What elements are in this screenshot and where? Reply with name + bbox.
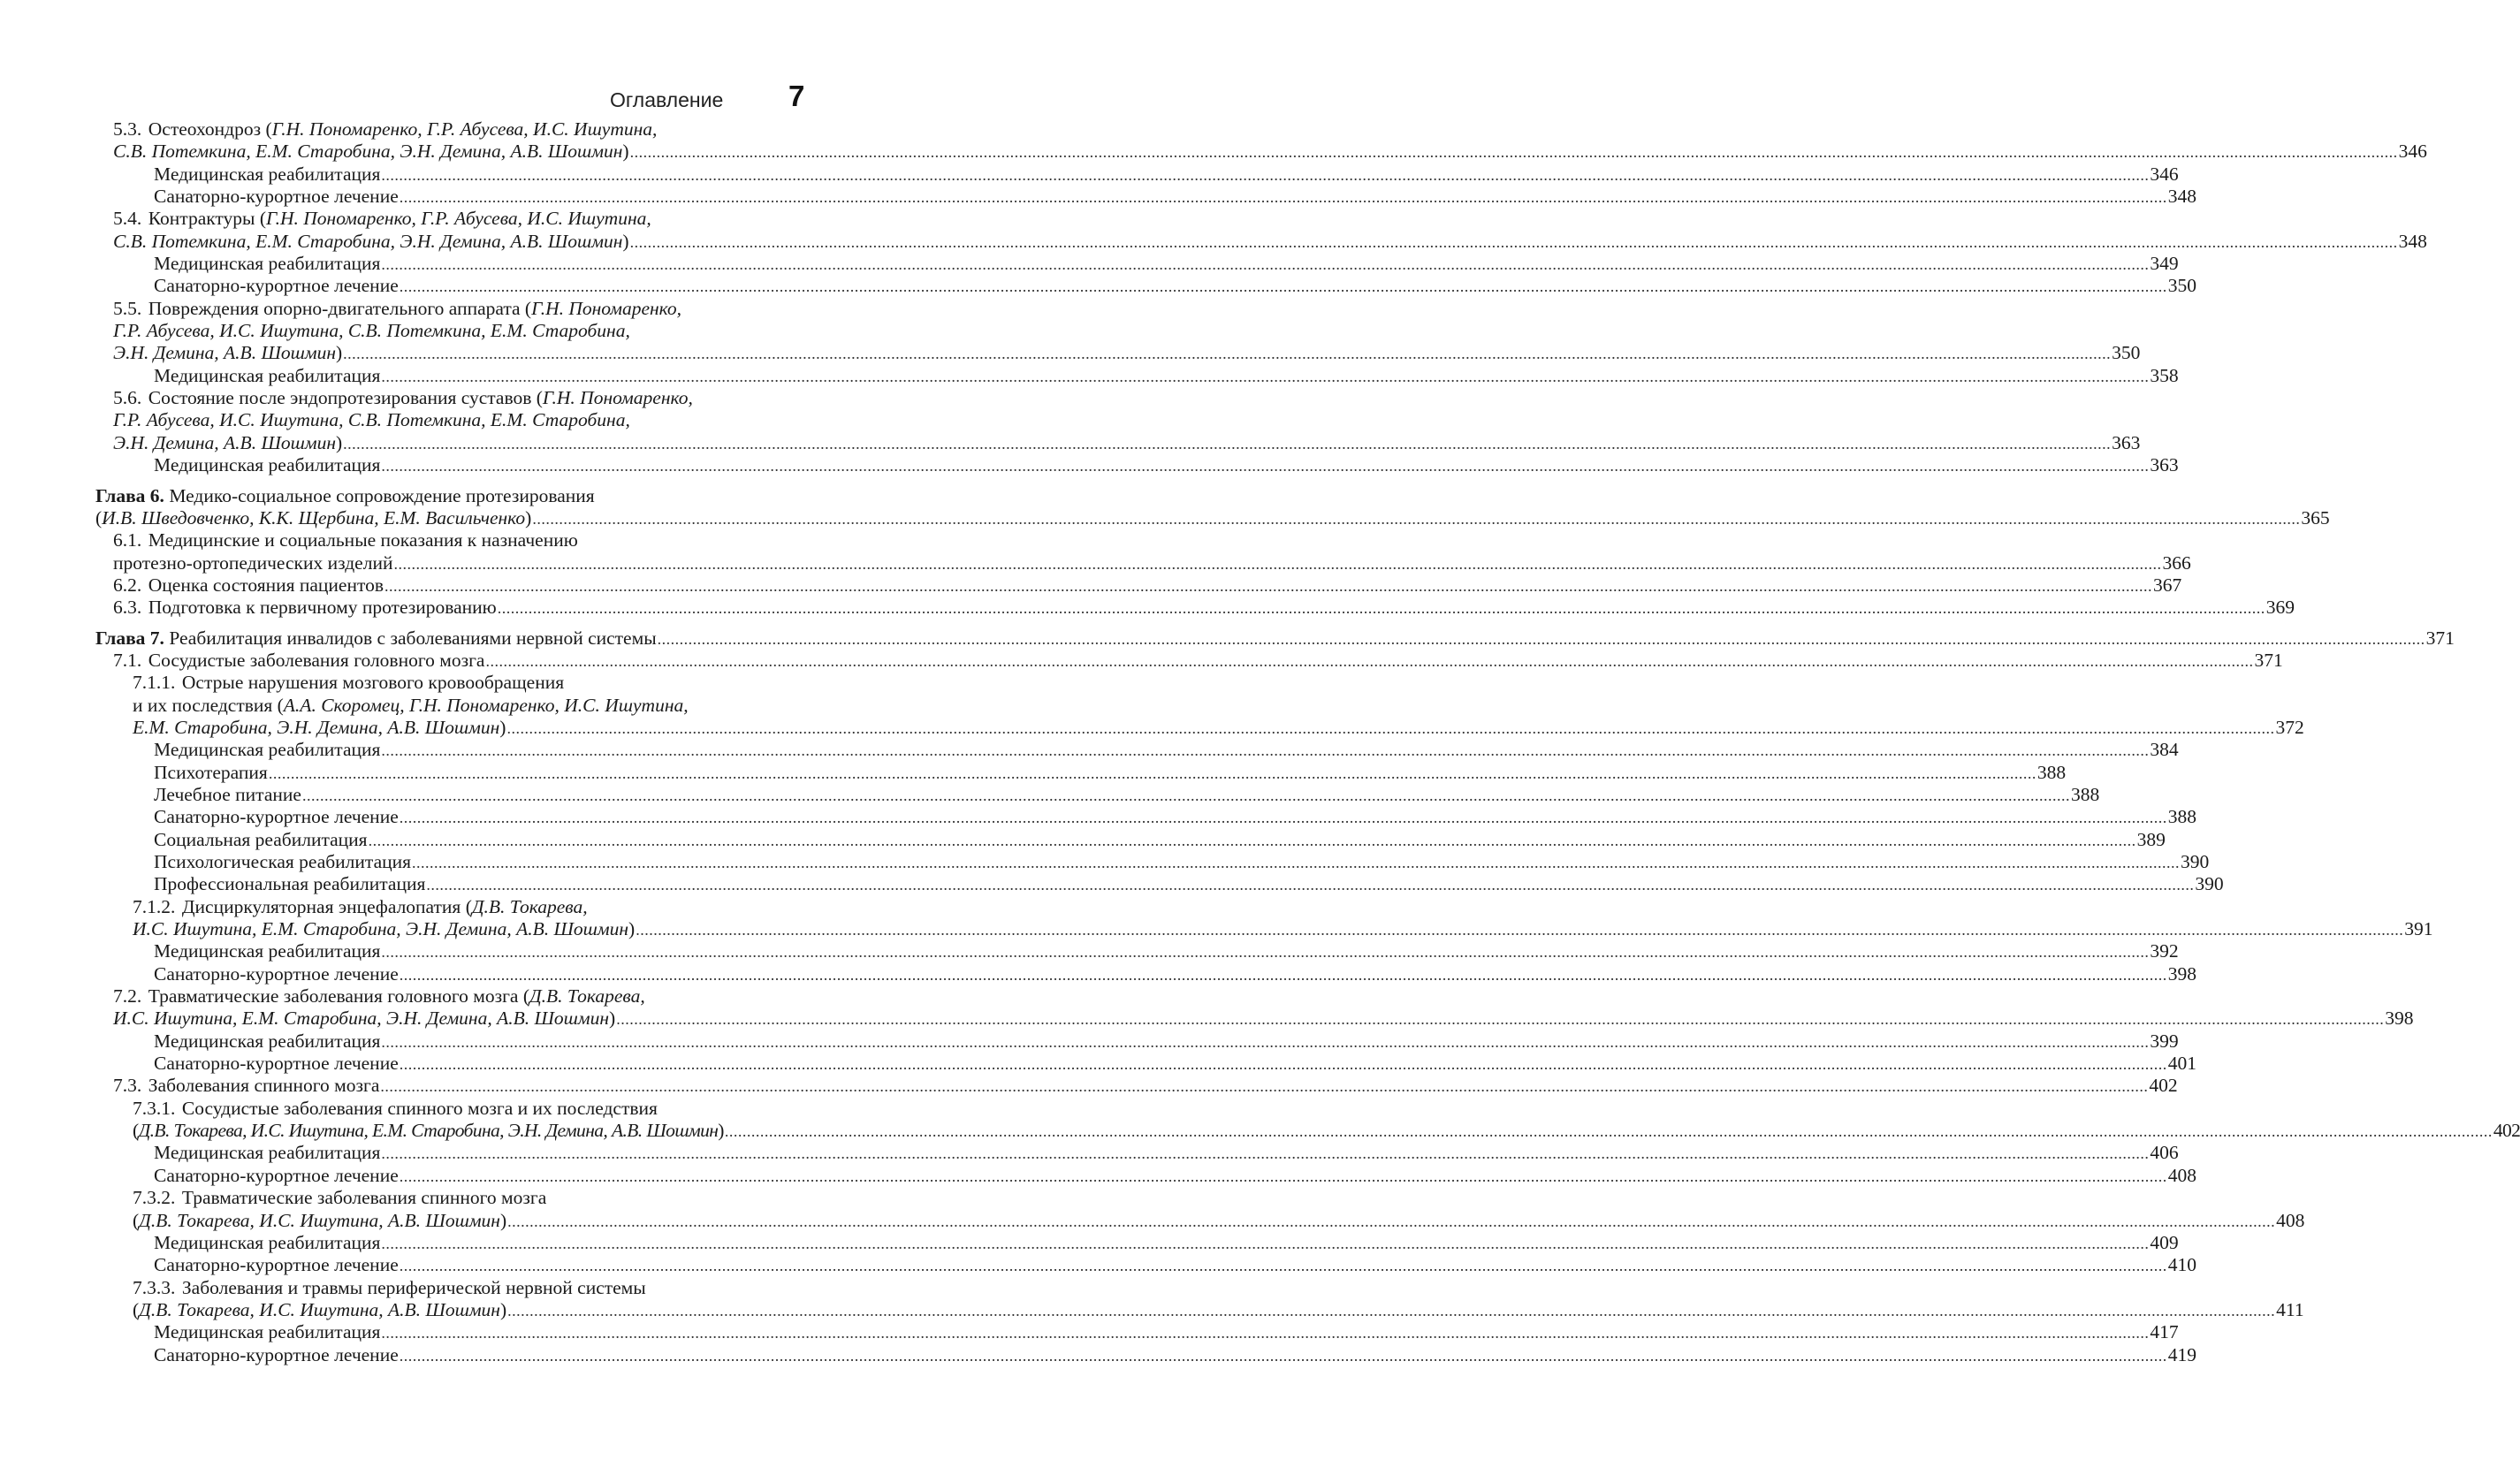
section-gap [95, 477, 798, 485]
entry-text: Медицинская реабилитация [154, 1142, 381, 1164]
toc-entry-title [113, 141, 629, 163]
toc-line [95, 672, 798, 694]
entry-authors: Г.Н. Пономаренко, [542, 387, 693, 409]
dot-leader: ................................................................................................................................................................................................................................................................................................................................................................................................................ [507, 1212, 2276, 1230]
toc-entry-title [113, 985, 645, 1008]
dot-leader: ................................................................................................................................................................................................................................................................................................................................................................................................................ [629, 143, 2398, 162]
entry-authors: Е.М. Старобина, Э.Н. Демина, А.В. Шошмин [133, 716, 500, 738]
dot-leader: ................................................................................................................................................................................................................................................................................................................................................................................................................ [532, 509, 2301, 528]
toc-page-number: 408 [2167, 1164, 2196, 1186]
dot-leader: ................................................................................................................................................................................................................................................................................................................................................................................................................ [412, 854, 2181, 871]
running-header [0, 81, 884, 117]
toc-line [95, 253, 2179, 275]
entry-text: протезно-ортопедических изделий [113, 551, 393, 574]
entry-text: Сосудистые заболевания спинного мозга и их последствия [181, 1097, 658, 1119]
toc-entry-title [154, 940, 380, 962]
toc-entry-title [133, 1299, 506, 1321]
page-number: 7 [788, 80, 805, 112]
entry-text: Подготовка к первичному протезированию [148, 597, 497, 619]
toc-entry-title [95, 507, 531, 529]
entry-text: Заболевания спинного мозга [148, 1075, 380, 1097]
toc-page-number: 391 [2404, 918, 2433, 940]
dot-leader: ................................................................................................................................................................................................................................................................................................................................................................................................................ [381, 943, 2150, 962]
entry-text: Санаторно-курортное лечение [154, 962, 399, 985]
toc-page-number: 419 [2167, 1343, 2196, 1365]
section-number: 7.3.1. [133, 1097, 176, 1119]
toc-line [95, 1298, 2304, 1321]
toc-entry-title [113, 231, 629, 253]
entry-text: Медицинская реабилитация [154, 1030, 381, 1052]
dot-leader: ................................................................................................................................................................................................................................................................................................................................................................................................................ [506, 719, 2275, 737]
toc-page-number: 388 [2037, 761, 2067, 783]
section-number: 7.1.2. [133, 895, 176, 917]
toc-page-number: 371 [2254, 649, 2283, 671]
entry-text-tail: ) [499, 716, 506, 738]
entry-authors: С.В. Потемкина, Е.М. Старобина, Э.Н. Демина, А.В. Шошмин [113, 141, 623, 163]
toc-line [95, 597, 2295, 619]
entry-authors: Д.В. Токарева, И.С. Ишутина, А.В. Шошмин [139, 1298, 500, 1320]
toc-entry-title [113, 597, 497, 619]
toc-line [95, 1321, 2179, 1343]
chapter-label: Глава 7. [95, 627, 164, 649]
toc-page-number: 366 [2162, 551, 2191, 574]
entry-authors: Д.В. Токарева, [471, 895, 588, 917]
entry-text: Санаторно-курортное лечение [154, 186, 399, 208]
toc-page-number: 388 [2167, 806, 2196, 828]
toc-line [95, 1120, 2520, 1142]
entry-text-tail: ) [499, 1209, 507, 1231]
entry-authors: И.С. Ишутина, Е.М. Старобина, Э.Н. Демина, А.В. Шошмин [113, 1008, 610, 1030]
entry-text: Санаторно-курортное лечение [154, 806, 399, 828]
toc-line [95, 962, 2196, 985]
entry-authors: Г.Р. Абусева, И.С. Ишутина, С.В. Потемкина, Е.М. Старобина, [113, 320, 630, 342]
dot-leader: ................................................................................................................................................................................................................................................................................................................................................................................................................ [399, 278, 2167, 296]
toc-page-number: 389 [2136, 828, 2166, 850]
entry-text: Санаторно-курортное лечение [154, 1343, 399, 1365]
toc-entry-title [154, 762, 268, 784]
toc-page-number: 398 [2167, 962, 2196, 985]
toc-line [95, 551, 2191, 574]
toc-page-number: 411 [2276, 1298, 2304, 1320]
dot-leader: ................................................................................................................................................................................................................................................................................................................................................................................................................ [368, 831, 2136, 849]
toc-line [95, 1053, 2196, 1075]
toc-entry-title [113, 118, 657, 141]
toc-entry-title [113, 208, 651, 230]
toc-line [95, 1209, 2305, 1232]
entry-authors: Д.В. Токарева, И.С. Ишутина, Е.М. Старобина, Э.Н. Демина, А.В. Шошмин [138, 1120, 719, 1142]
dot-leader: ................................................................................................................................................................................................................................................................................................................................................................................................................ [381, 1032, 2150, 1051]
toc-page-number: 390 [2181, 851, 2210, 872]
toc-line [95, 208, 798, 230]
toc-page-number: 384 [2150, 739, 2179, 761]
toc-line [95, 985, 798, 1008]
toc-line [95, 896, 798, 918]
entry-text: Острые нарушения мозгового кровообращения [181, 672, 565, 694]
entry-text: Медицинская реабилитация [154, 454, 381, 476]
entry-text: Санаторно-курортное лечение [154, 1053, 399, 1075]
section-number: 7.3.2. [133, 1187, 176, 1209]
entry-text-tail: ) [499, 1298, 507, 1320]
entry-text: Повреждения опорно-двигательного аппарата ( [148, 297, 532, 319]
section-number: 5.4. [113, 208, 142, 230]
entry-text: и их последствия ( [133, 694, 284, 716]
toc-page-number: 350 [2167, 275, 2196, 297]
toc-line [95, 695, 798, 717]
toc-entry-title [154, 1232, 380, 1254]
entry-authors: Э.Н. Демина, А.В. Шошмин [113, 342, 336, 364]
toc-entry-title [154, 784, 301, 806]
toc-page-number: 390 [2195, 873, 2224, 895]
toc-entry-title [113, 574, 384, 597]
toc-line [95, 1187, 798, 1209]
toc-line [95, 851, 2210, 873]
toc-entry-title [154, 1053, 399, 1075]
entry-text: Медицинская реабилитация [154, 253, 381, 275]
toc-line [95, 186, 2196, 208]
toc-page-number: 388 [2070, 783, 2100, 805]
toc-line [95, 454, 2179, 476]
entry-authors: Э.Н. Демина, А.В. Шошмин [113, 431, 336, 453]
entry-text: ( [133, 1120, 139, 1142]
entry-text: Травматические заболевания спинного мозга [181, 1187, 547, 1209]
toc-entry-title [95, 627, 657, 650]
toc-line [95, 918, 2433, 940]
toc-page-number: 346 [2398, 141, 2427, 163]
entry-text: Медицинская реабилитация [154, 163, 381, 185]
toc-line [95, 1075, 2178, 1097]
toc-line [95, 1142, 2179, 1164]
toc-page-number: 402 [2149, 1075, 2178, 1097]
section-number: 5.5. [113, 297, 142, 319]
toc-entry-title [95, 485, 595, 507]
section-number: 7.3. [113, 1075, 142, 1097]
entry-text: Санаторно-курортное лечение [154, 275, 399, 297]
entry-text: ( [133, 1298, 140, 1320]
toc-page-number: 369 [2265, 597, 2295, 619]
toc-entry-title [113, 320, 630, 342]
dot-leader: ................................................................................................................................................................................................................................................................................................................................................................................................................ [399, 188, 2167, 207]
toc-page-number: 392 [2150, 940, 2179, 962]
toc-entry-title [113, 298, 681, 320]
entry-text: Медицинские и социальные показания к назначению [148, 529, 578, 551]
entry-text: Медицинская реабилитация [154, 1321, 381, 1343]
dot-leader: ................................................................................................................................................................................................................................................................................................................................................................................................................ [343, 345, 2112, 363]
toc-page-number: 348 [2398, 230, 2427, 252]
entry-text: Санаторно-курортное лечение [154, 1164, 399, 1186]
entry-text: Дисциркуляторная энцефалопатия ( [181, 895, 472, 917]
dot-leader: ................................................................................................................................................................................................................................................................................................................................................................................................................ [384, 576, 2152, 595]
dot-leader: ................................................................................................................................................................................................................................................................................................................................................................................................................ [399, 1346, 2167, 1365]
toc-page-number: 372 [2275, 716, 2304, 738]
dot-leader: ................................................................................................................................................................................................................................................................................................................................................................................................................ [399, 1257, 2167, 1275]
toc-line [95, 230, 2427, 253]
entry-text: Профессиональная реабилитация [154, 873, 426, 895]
running-title: Оглавление [610, 88, 724, 111]
toc-line [95, 1343, 2196, 1366]
toc-entry-title [113, 1008, 615, 1030]
entry-text: Медицинская реабилитация [154, 364, 381, 386]
dot-leader: ................................................................................................................................................................................................................................................................................................................................................................................................................ [301, 786, 2070, 804]
dot-leader: ................................................................................................................................................................................................................................................................................................................................................................................................................ [636, 921, 2404, 939]
section-number: 7.1. [113, 649, 142, 671]
entry-text: Медико-социальное сопровождение протезирования [164, 484, 595, 506]
toc-entry-title [154, 739, 380, 761]
toc-line [95, 298, 798, 320]
toc-entry-title [154, 1030, 380, 1053]
section-number: 6.1. [113, 529, 142, 551]
toc-line [95, 1030, 2179, 1053]
toc-line [95, 940, 2179, 962]
dot-leader: ................................................................................................................................................................................................................................................................................................................................................................................................................ [724, 1122, 2493, 1141]
table-of-contents [95, 118, 2520, 1366]
toc-entry-title [154, 275, 399, 297]
toc-entry-title [113, 342, 342, 364]
toc-line [95, 118, 798, 141]
entry-authors: Г.Н. Пономаренко, [531, 297, 682, 319]
entry-text: Психологическая реабилитация [154, 851, 412, 872]
toc-line [95, 806, 2196, 828]
toc-entry-title [154, 1254, 399, 1276]
toc-page-number: 409 [2150, 1231, 2179, 1253]
entry-text: ( [133, 1209, 140, 1231]
entry-authors: И.В. Шведовченко, К.К. Щербина, Е.М. Васильченко [102, 506, 526, 528]
toc-entry-title [133, 717, 506, 739]
chapter-label: Глава 6. [95, 484, 164, 506]
entry-text: Социальная реабилитация [154, 828, 368, 850]
toc-line [95, 716, 2304, 739]
toc-entry-title [133, 1210, 506, 1232]
toc-line [95, 739, 2179, 761]
toc-line [95, 1008, 2414, 1030]
dot-leader: ................................................................................................................................................................................................................................................................................................................................................................................................................ [381, 1324, 2150, 1342]
toc-entry-title [113, 650, 484, 672]
toc-line [95, 364, 2179, 387]
dot-leader: ................................................................................................................................................................................................................................................................................................................................................................................................................ [485, 651, 2254, 670]
dot-leader: ................................................................................................................................................................................................................................................................................................................................................................................................................ [426, 876, 2195, 894]
toc-line [95, 649, 2283, 672]
toc-line [95, 342, 2141, 364]
entry-text-tail: ) [628, 918, 636, 940]
toc-page-number: 402 [2493, 1120, 2520, 1142]
dot-leader: ................................................................................................................................................................................................................................................................................................................................................................................................................ [381, 165, 2150, 184]
dot-leader: ................................................................................................................................................................................................................................................................................................................................................................................................................ [399, 1167, 2167, 1185]
toc-page-number: 399 [2150, 1030, 2179, 1052]
section-number: 6.3. [113, 597, 142, 619]
toc-entry-title [133, 1120, 724, 1142]
toc-line [95, 431, 2141, 454]
toc-line [95, 529, 798, 551]
toc-entry-title [154, 851, 411, 873]
toc-line [95, 1277, 798, 1299]
entry-text-tail: ) [622, 230, 629, 252]
entry-authors: Д.В. Токарева, И.С. Ишутина, А.В. Шошмин [139, 1209, 500, 1231]
toc-line [95, 409, 798, 431]
toc-entry-title [133, 1098, 658, 1120]
toc-line [95, 1231, 2179, 1254]
toc-entry-title [113, 409, 630, 431]
entry-text: ( [95, 506, 103, 528]
toc-line [95, 783, 2100, 806]
dot-leader: ................................................................................................................................................................................................................................................................................................................................................................................................................ [381, 255, 2150, 274]
dot-leader: ................................................................................................................................................................................................................................................................................................................................................................................................................ [399, 965, 2167, 984]
toc-line [95, 873, 2224, 895]
toc-entry-title [154, 365, 380, 387]
entry-text: Медицинская реабилитация [154, 739, 381, 761]
toc-entry-title [154, 163, 380, 186]
entry-text: Травматические заболевания головного мозга ( [148, 985, 529, 1008]
toc-entry-title [154, 1142, 380, 1164]
entry-text: Состояние после эндопротезирования суставов ( [148, 387, 543, 409]
toc-entry-title [133, 1277, 646, 1299]
dot-leader: ................................................................................................................................................................................................................................................................................................................................................................................................................ [629, 232, 2398, 251]
toc-page-number: 358 [2150, 364, 2179, 386]
entry-text: Медицинская реабилитация [154, 940, 381, 962]
entry-authors: С.В. Потемкина, Е.М. Старобина, Э.Н. Демина, А.В. Шошмин [113, 230, 623, 252]
dot-leader: ................................................................................................................................................................................................................................................................................................................................................................................................................ [399, 809, 2167, 827]
dot-leader: ................................................................................................................................................................................................................................................................................................................................................................................................................ [268, 764, 2037, 782]
toc-page-number: 406 [2150, 1142, 2179, 1164]
toc-entry-title [154, 1344, 399, 1366]
dot-leader: ................................................................................................................................................................................................................................................................................................................................................................................................................ [381, 367, 2150, 385]
toc-page-number: 363 [2150, 454, 2179, 476]
toc-entry-title [113, 387, 693, 409]
entry-text-tail: ) [336, 431, 343, 453]
toc-line [95, 320, 798, 342]
toc-chapter-line [95, 627, 2455, 650]
entry-text-tail: ) [336, 342, 343, 364]
entry-authors: Д.В. Токарева, [529, 985, 645, 1008]
toc-line [95, 1098, 798, 1120]
section-number: 7.1.1. [133, 672, 176, 694]
toc-entry-title [113, 552, 392, 574]
toc-entry-title [133, 1187, 546, 1209]
toc-line [95, 163, 2179, 186]
entry-text: Санаторно-курортное лечение [154, 1254, 399, 1276]
section-number: 7.2. [113, 985, 142, 1008]
entry-text: Сосудистые заболевания головного мозга [148, 649, 485, 671]
dot-leader: ................................................................................................................................................................................................................................................................................................................................................................................................................ [616, 1010, 2385, 1029]
toc-line [95, 1254, 2196, 1276]
toc-line [95, 387, 798, 409]
toc-page-number: 349 [2150, 253, 2179, 275]
toc-page-number: 401 [2167, 1053, 2196, 1075]
toc-entry-title [133, 896, 588, 918]
toc-entry-title [154, 1321, 380, 1343]
dot-leader: ................................................................................................................................................................................................................................................................................................................................................................................................................ [381, 1234, 2150, 1252]
toc-page-number: 363 [2112, 431, 2141, 453]
dot-leader: ................................................................................................................................................................................................................................................................................................................................................................................................................ [507, 1301, 2276, 1319]
dot-leader: ................................................................................................................................................................................................................................................................................................................................................................................................................ [343, 434, 2112, 452]
entry-text-tail: ) [718, 1120, 724, 1142]
entry-text: Остеохондроз ( [148, 118, 272, 140]
dot-leader: ................................................................................................................................................................................................................................................................................................................................................................................................................ [381, 457, 2150, 475]
toc-entry-title [113, 432, 342, 454]
toc-entry-title [154, 873, 425, 895]
toc-line [95, 506, 2330, 529]
toc-page-number: 367 [2153, 574, 2182, 596]
dot-leader: ................................................................................................................................................................................................................................................................................................................................................................................................................ [381, 1144, 2150, 1163]
toc-entry-title [154, 806, 399, 828]
dot-leader: ................................................................................................................................................................................................................................................................................................................................................................................................................ [497, 599, 2265, 618]
dot-leader: ................................................................................................................................................................................................................................................................................................................................................................................................................ [657, 629, 2425, 648]
toc-entry-title [133, 918, 635, 940]
toc-entry-title [154, 253, 380, 275]
toc-page-number: 398 [2385, 1008, 2414, 1030]
section-number: 7.3.3. [133, 1276, 176, 1298]
toc-page-number: 408 [2276, 1209, 2305, 1231]
entry-authors: А.А. Скоромец, Г.Н. Пономаренко, И.С. Ишутина, [283, 694, 689, 716]
entry-text: Реабилитация инвалидов с заболеваниями нервной системы [164, 627, 657, 649]
toc-line [95, 275, 2196, 297]
toc-page-number: 350 [2112, 342, 2141, 364]
entry-authors: Г.Н. Пономаренко, Г.Р. Абусева, И.С. Ишутина, [266, 208, 651, 230]
toc-entry-title [113, 1075, 379, 1097]
dot-leader: ................................................................................................................................................................................................................................................................................................................................................................................................................ [380, 1077, 2149, 1096]
entry-text: Лечебное питание [154, 783, 301, 805]
toc-line [95, 761, 2067, 784]
toc-line [95, 1164, 2196, 1187]
toc-entry-title [154, 963, 399, 985]
entry-authors: Г.Н. Пономаренко, Г.Р. Абусева, И.С. Ишутина, [271, 118, 658, 140]
toc-page-number: 371 [2425, 627, 2455, 649]
entry-text: Оценка состояния пациентов [148, 574, 384, 596]
entry-text-tail: ) [622, 141, 629, 163]
dot-leader: ................................................................................................................................................................................................................................................................................................................................................................................................................ [399, 1055, 2167, 1074]
entry-text: Заболевания и травмы периферической нервной системы [181, 1276, 646, 1298]
toc-page-number: 365 [2301, 506, 2330, 528]
dot-leader: ................................................................................................................................................................................................................................................................................................................................................................................................................ [381, 741, 2150, 760]
section-number: 5.6. [113, 387, 142, 409]
toc-entry-title [154, 186, 399, 208]
toc-entry-title [154, 829, 368, 851]
entry-authors: И.С. Ишутина, Е.М. Старобина, Э.Н. Демина, А.В. Шошмин [133, 918, 629, 940]
toc-chapter-line [95, 485, 798, 507]
dot-leader: ................................................................................................................................................................................................................................................................................................................................................................................................................ [393, 554, 2162, 573]
toc-entry-title [133, 695, 689, 717]
entry-text: Психотерапия [154, 761, 268, 783]
entry-text: Контрактуры ( [148, 208, 266, 230]
toc-page-number: 410 [2167, 1254, 2196, 1276]
toc-line [95, 828, 2166, 851]
toc-line [95, 141, 2427, 163]
toc-page-number: 348 [2167, 186, 2196, 208]
section-gap [95, 620, 798, 627]
entry-authors: Г.Р. Абусева, И.С. Ишутина, С.В. Потемкина, Е.М. Старобина, [113, 409, 630, 431]
entry-text-tail: ) [609, 1008, 616, 1030]
toc-line [95, 574, 2182, 597]
section-number: 5.3. [113, 118, 142, 140]
entry-text: Медицинская реабилитация [154, 1231, 381, 1253]
toc-entry-title [113, 529, 578, 551]
toc-entry-title [154, 1165, 399, 1187]
toc-entry-title [133, 672, 564, 694]
toc-entry-title [154, 454, 380, 476]
section-number: 6.2. [113, 574, 142, 596]
toc-page-number: 417 [2150, 1321, 2179, 1343]
toc-page-number: 346 [2150, 163, 2179, 185]
entry-text-tail: ) [525, 506, 532, 528]
